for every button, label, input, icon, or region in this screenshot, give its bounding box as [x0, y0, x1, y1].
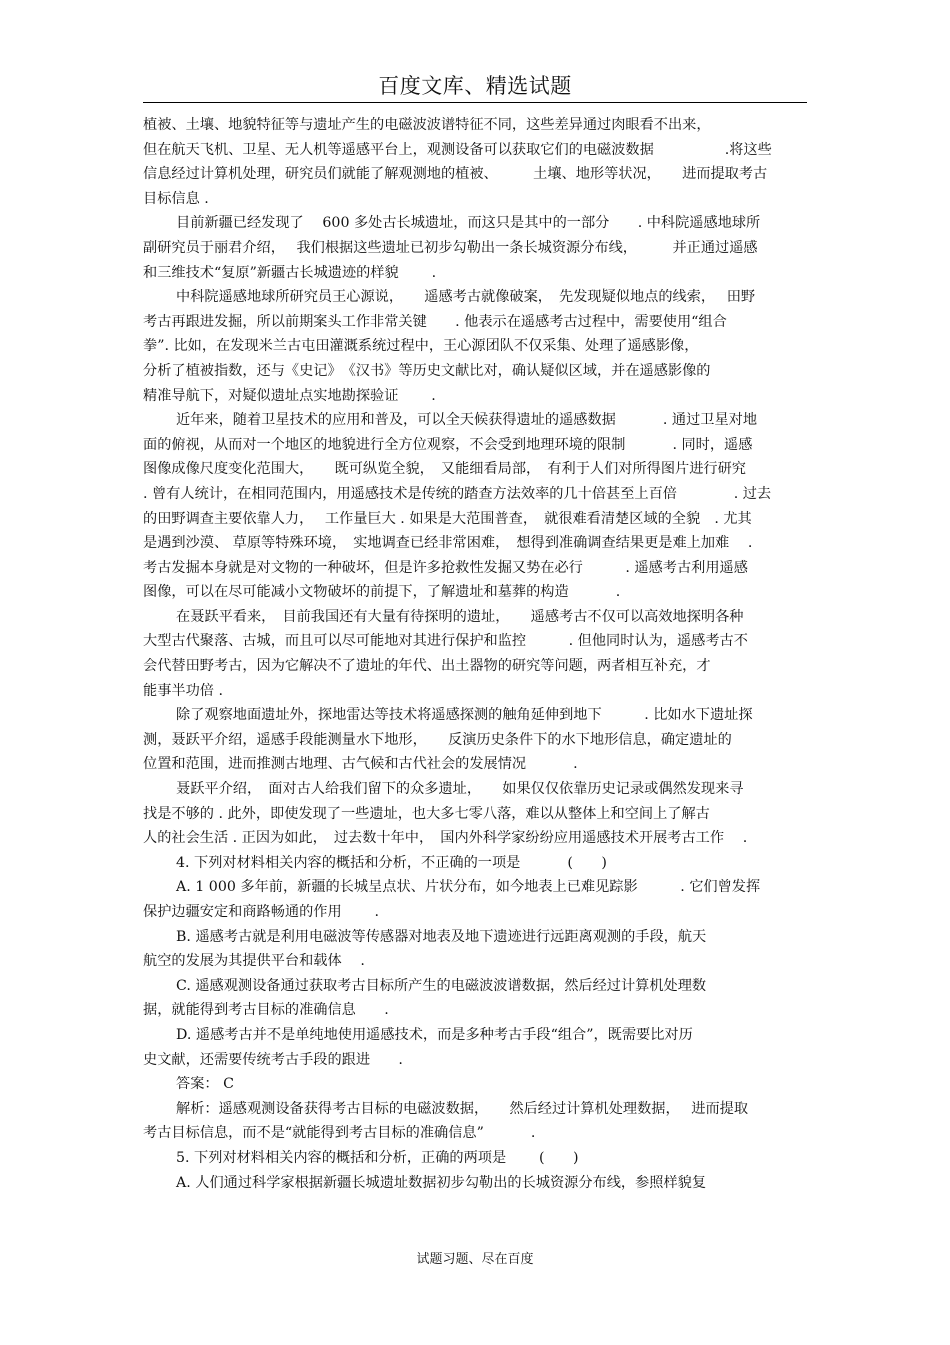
text-line: 能事半功倍 . [143, 682, 223, 699]
text-line: 信息经过计算机处理，研究员们就能了解观测地的植被、 土壤、地形等状况， 进而提取考古 [143, 166, 768, 183]
text-line: 位置和范围，进而推测古地理、古气候和古代社会的发展情况 . [143, 756, 578, 773]
text-line: 考古目标信息，而不是“就能得到考古目标的准确信息” . [143, 1125, 536, 1142]
header-divider [143, 102, 807, 103]
text-line: C. 遥感观测设备通过获取考古目标所产生的电磁波波谱数据，然后经过计算机处理数 [176, 977, 707, 994]
document-body [143, 113, 807, 1195]
text-line: B. 遥感考古就是利用电磁波等传感器对地表及地下遗迹进行远距离观测的手段，航天 [176, 928, 707, 945]
text-line: 是遇到沙漠、 草原等特殊环境， 实地调查已经非常困难， 想得到准确调查结果更是难上加难 . [143, 535, 753, 552]
page-footer: 试题习题、尽在百度 [416, 1252, 534, 1267]
text-line: 但在航天飞机、卫星、无人机等遥感平台上，观测设备可以获取它们的电磁波数据 .将这些 [143, 141, 772, 158]
text-line: 考古发掘本身就是对文物的一种破坏，但是许多抢救性发掘又势在必行 . 遥感考古利用遥感 [143, 559, 748, 576]
text-line: 除了观察地面遗址外，探地雷达等技术将遥感探测的触角延伸到地下 . 比如水下遗址探 [176, 707, 753, 724]
text-line: 找是不够的 . 此外，即使发现了一些遗址，也大多七零八落，难以从整体上和空间上了解古 [143, 805, 710, 822]
text-line: 会代替田野考古，因为它解决不了遗址的年代、出土器物的研究等问题，两者相互补充，才 [143, 658, 711, 675]
text-line: 和三维技术“复原”新疆古长城遗迹的样貌 . [143, 264, 437, 281]
text-line: 航空的发展为其提供平台和载体 . [143, 953, 365, 970]
text-line: 测，聂跃平介绍，遥感手段能测量水下地形， 反演历史条件下的水下地形信息，确定遗址的 [143, 731, 732, 748]
text-line: D. 遥感考古并不是单纯地使用遥感技术，而是多种考古手段“组合”，既需要比对历 [176, 1026, 693, 1043]
text-line: 目前新疆已经发现了 600 多处古长城遗址，而这只是其中的一部分 . 中科院遥感地球所 [176, 215, 761, 232]
text-line: 目标信息 . [143, 190, 209, 207]
text-line: 4. 下列对材料相关内容的概括和分析，不正确的一项是 ( ) [176, 854, 607, 871]
text-line: 大型古代聚落、古城，而且可以尽可能地对其进行保护和监控 . 但他同时认为，遥感考古不 [143, 633, 748, 650]
text-line: 图像，可以在尽可能减小文物破坏的前提下，了解遗址和墓葬的构造 . [143, 584, 621, 601]
text-line: 据，就能得到考古目标的准确信息 . [143, 1002, 389, 1019]
text-line: 近年来，随着卫星技术的应用和普及，可以全天候获得遗址的遥感数据 . 通过卫星对地 [176, 412, 758, 429]
page-header-title: 百度文库、精选试题 [378, 74, 572, 98]
text-line: A. 人们通过科学家根据新疆长城遗址数据初步勾勒出的长城资源分布线，参照样貌复 [176, 1174, 707, 1191]
text-line: 聂跃平介绍， 面对古人给我们留下的众多遗址， 如果仅仅依靠历史记录或偶然发现来寻 [176, 781, 744, 798]
text-line: 植被、土壤、地貌特征等与遗址产生的电磁波波谱特征不同，这些差异通过肉眼看不出来， [143, 117, 711, 133]
text-line: 分析了植被指数，还与《史记》 《汉书》等历史文献比对，确认疑似区域，并在遥感影像的 [143, 362, 711, 379]
text-line: A. 1 000 多年前，新疆的长城呈点状、片状分布，如今地表上已难见踪影 . 它们曾发挥 [176, 879, 761, 896]
text-line: 保护边疆安定和商路畅通的作用 . [143, 904, 380, 920]
text-line: 的田野调查主要依靠人力， 工作量巨大 . 如果是大范围普查， 就很难看清楚区域的全貌 . 尤其 [143, 510, 752, 527]
text-line: 拳”. 比如，在发现米兰古屯田灌溉系统过程中，王心源团队不仅采集、处理了遥感影像， [143, 338, 699, 355]
text-line: 史文献，还需要传统考古手段的跟进 . [143, 1051, 403, 1068]
text-line: 精准导航下，对疑似遗址点实地勘探验证 . [143, 387, 436, 404]
text-line: . 曾有人统计，在相同范围内，用遥感技术是传统的踏查方法效率的几十倍甚至上百倍 . 过去 [143, 485, 772, 502]
text-line: 中科院遥感地球所研究员王心源说， 遥感考古就像破案， 先发现疑似地点的线索， 田野 [176, 289, 756, 306]
text-line: 答案： C [176, 1076, 234, 1093]
text-line: 人的社会生活 . 正因为如此， 过去数十年中， 国内外科学家纷纷应用遥感技术开展考古工作 . [143, 830, 748, 847]
text-line: 面的俯视，从而对一个地区的地貌进行全方位观察，不会受到地理环境的限制 . 同时，遥感 [143, 436, 753, 453]
text-line: 在聂跃平看来， 目前我国还有大量有待探明的遗址， 遥感考古不仅可以高效地探明各种 [176, 608, 744, 625]
text-line: 副研究员于丽君介绍， 我们根据这些遗址已初步勾勒出一条长城资源分布线， 并正通过遥感 [143, 239, 758, 256]
text-line: 5. 下列对材料相关内容的概括和分析，正确的两项是 ( ) [176, 1149, 579, 1166]
text-line: 解析：遥感观测设备获得考古目标的电磁波数据， 然后经过计算机处理数据， 进而提取 [176, 1100, 749, 1117]
text-line: 考古再跟进发掘，所以前期案头工作非常关键 . 他表示在遥感考古过程中，需要使用“组合 [143, 313, 727, 330]
text-line: 图像成像尺度变化范围大， 既可纵览全貌， 又能细看局部， 有利于人们对所得图片进行研究 [143, 461, 761, 478]
